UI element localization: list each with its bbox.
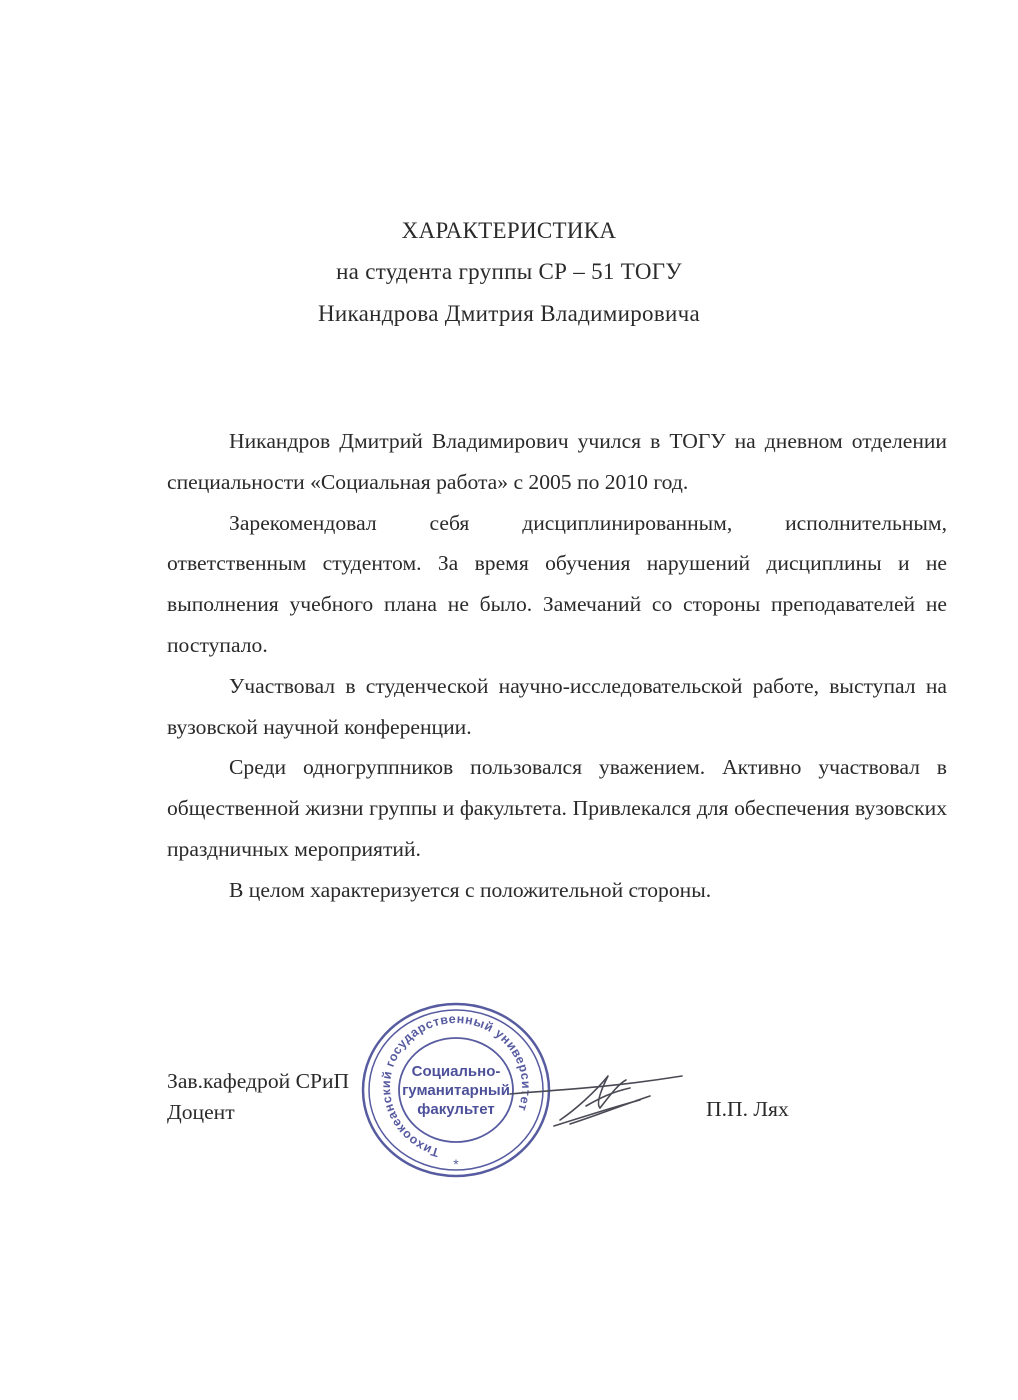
document-title: ХАРАКТЕРИСТИКА (401, 218, 617, 243)
stamp-center-line-1: Социально- (411, 1063, 501, 1080)
handwritten-signature (500, 1062, 690, 1132)
paragraph-conclusion: В целом характеризуется с положительной стороны. (229, 877, 712, 902)
stamp-star-icon: * (453, 1156, 459, 1172)
paragraph-study: Никандров Дмитрий Владимирович учился в ТОГУ на дневном отделении специальности «Социальная работа» с 2005 по 2010 год. (167, 429, 947, 494)
paragraph-research: Участвовал в студенческой научно-исследовательской работе, выступал на вузовской научной конференции. (167, 673, 947, 739)
position-line-2: Доцент (167, 1100, 235, 1124)
student-name: Никандрова Дмитрия Владимировича (318, 301, 700, 326)
document-subtitle: на студента группы СР – 51 ТОГУ (336, 259, 682, 284)
position-line-1: Зав.кафедрой СРиП (167, 1069, 350, 1093)
signatory-position (167, 1066, 349, 1128)
stamp-center-line-2: гуманитарный (402, 1082, 510, 1099)
signer-name: П.П. Лях (706, 1097, 789, 1121)
stamp-ring-text: Тихоокеанский государственный университет (378, 1011, 534, 1160)
document-body (167, 421, 947, 911)
paragraph-discipline: Зарекомендовал себя дисциплинированным, исполнительным, ответственным студентом. За время обучения нарушений дисциплины и не выполнения учебного плана не было. Замечаний со стороны преподавателей не поступало. (167, 510, 947, 657)
stamp-center-line-3: факультет (417, 1101, 495, 1118)
paragraph-social: Среди одногруппников пользовался уважением. Активно участвовал в общественной жизни группы и факультета. Привлекался для обеспечения вузовских праздничных мероприятий. (167, 755, 947, 861)
